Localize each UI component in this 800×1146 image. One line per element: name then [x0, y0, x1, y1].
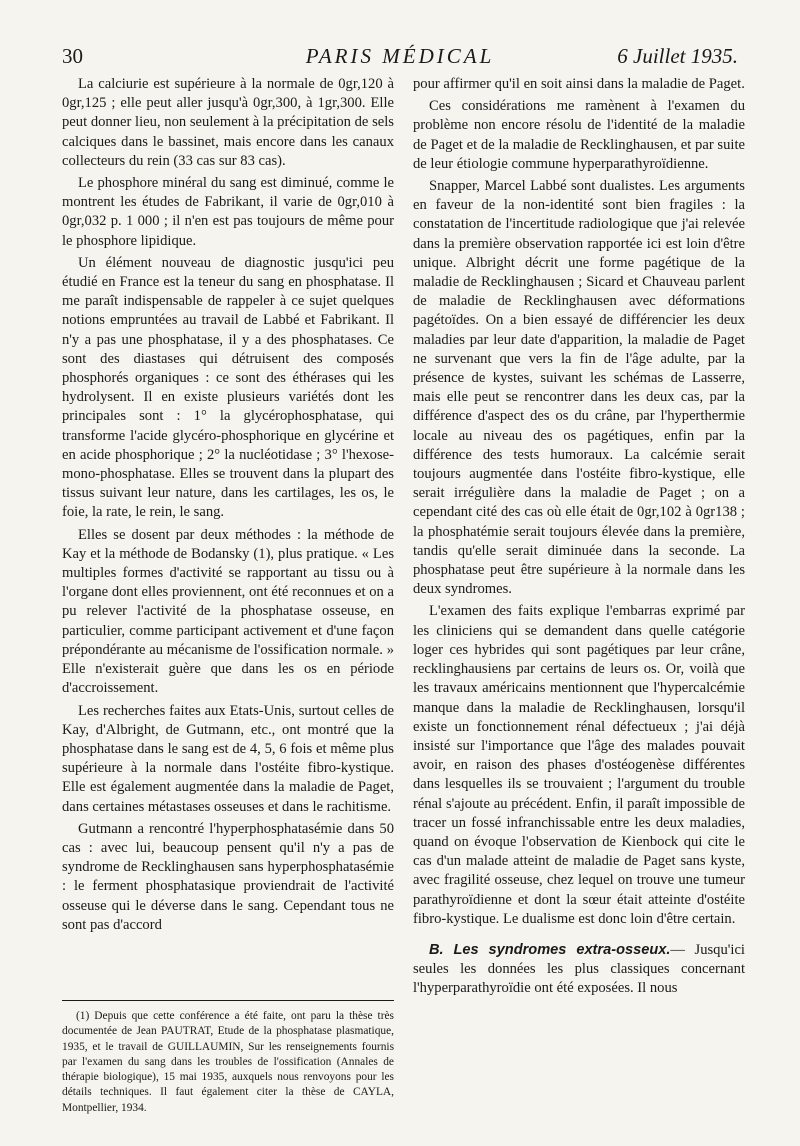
paragraph-considerations: Ces considérations me ramènent à l'examen du problème non encore résolu de l'identité de la maladie de Paget et de la maladie de Recklinghausen, et par suite de leur étiologie commune hyperparathyroïdienne. [413, 98, 745, 172]
section-b-text: — Jusqu'ici seules les données les plus classiques concernant l'hyperparathyroïdie ont été exposées. Il nous [413, 941, 745, 997]
issue-date: 6 Juillet 1935. [617, 44, 738, 68]
section-b-paragraph [413, 941, 745, 999]
paragraph-dualistes: Snapper, Marcel Labbé sont dualistes. Les arguments en faveur de la non-identité sont bien fragiles : la constatation de l'incertitude radiologique que j'ai relevée dans la première observation rapportée ici est loin d'être unique. Albright décrit une forme pagétique de la maladie de Recklinghausen ; Sicard et Chauveau parlent de maladie de Recklinghausen avec déformations pagétoïdes. On a bien essayé de différencier les deux maladies par leur date d'apparition, la maladie de Paget ne survenant que vers la fin de l'âge adulte, par la présence de kystes, suivant les schémas de Lasserre, mais elle peut se rencontrer dans les deux cas, par la différence d'aspect des os du crâne, par l'hyperthermie locale au niveau des os pagétiques, enfin par la différence des tests humoraux. La calcémie serait toujours augmentée dans l'ostéite fibro-kystique, elle serait irrégulière dans la maladie de Paget ; on a cependant cité des cas où elle était de 0gr,102 à 0gr138 ; la phosphatémie serait toujours élevée dans la première, tandis qu'elle serait diminuée dans la seconde. La phosphatase peut être supérieure à la normale dans les deux syndromes. [413, 178, 745, 598]
paragraph-calciurie: La calciurie est supérieure à la normale de 0gr,120 à 0gr,125 ; elle peut aller jusqu'à 0gr,300, à 1gr,300. Elle peut donner lieu, non seulement à la précipitation de sels calciques dans le bassinet, mais encore dans les canaux collecteurs du rein (33 cas sur 83 cas). [62, 76, 394, 169]
footnote-block [62, 1000, 394, 1116]
paragraph-phosphatase: Un élément nouveau de diagnostic jusqu'ici peu étudié en France est la teneur du sang en phosphatase. Il me paraît indispensable de rappeler à ce sujet quelques notions empruntées au travail de Labbé et Fabrikant. Il n'y a pas une phosphatase, il y a des phosphatases. Ce sont des diastases qui détruisent des composés phosphorés organiques : ce sont des éthérases qui les hydrolysent. Il en existe plusieurs variétés dont les principales sont : 1° la glycérophosphatase, qui transforme l'acide glycéro-phosphorique en glycérine et en acide phosphorique ; 2° la nucléotidase ; 3° l'hexose-mono-phosphatase. Elles se trouvent dans la plupart des tissus suivant leur nature, dans les cartilages, les os, le foie, la rate, le rein, le sang. [62, 254, 394, 521]
paragraph-examen: L'examen des faits explique l'embarras exprimé par les cliniciens qui se demandent dans quelle catégorie loger ces hybrides qui sont pagétiques par leur crâne, recklinghausiens par certains de leurs os. Or, voilà que les travaux américains mentionnent que l'hypercalcémie manque dans la maladie de Recklinghausen, lorsqu'il existe un fonctionnement rénal défectueux ; j'ai déjà insisté sur l'importance que l'âge des malades pouvait avoir, en raison des phases d'ostéogenèse différentes dans lesquelles ils se trouvaient ; l'argument du trouble rénal s'ajoute au précédent. Enfin, il paraît impossible de tracer un fossé infranchissable entre les deux maladies, quand on évoque l'observation de Kienbock qui cite le cas d'un malade atteint de maladie de Paget sans kyste, avec fragilité osseuse, chez lequel on trouve une tumeur parathyroïdienne et dont la sœur était atteinte d'ostéite fibro-kystique. Le dualisme est donc loin d'être certain. [413, 603, 745, 927]
paragraph-methodes: Elles se dosent par deux méthodes : la méthode de Kay et la méthode de Bodansky (1), plus pratique. « Les multiples formes d'activité se rapportant au tissu ou à l'organe dont elles proviennent, ont été reconnues et on a pu relever l'activité de la phosphatase osseuse, en particulier, comme participant activement et d'une façon prépondérante au mécanisme de l'ossification normale. » Elle n'existerait guère que dans les os en période d'accroissement. [62, 526, 394, 697]
right-column [413, 75, 745, 1002]
section-b-title: B. Les syndromes extra-osseux. [429, 941, 671, 958]
paragraph-recherches: Les recherches faites aux Etats-Unis, surtout celles de Kay, d'Albright, de Gutmann, etc., ont montré que la phosphatase dans le sang est de 4, 5, 6 fois et même plus supérieure à la normale dans l'ostéite fibro-kystique. Elle est également augmentée dans la maladie de Paget, dans certaines métastases osseuses et dans le rachitisme. [62, 702, 394, 815]
journal-title: PARIS MÉDICAL [305, 44, 495, 68]
paragraph-gutmann: Gutmann a rencontré l'hyperphosphatasémie dans 50 cas : avec lui, beaucoup pensent qu'il n'y a pas de syndrome de Recklinghausen sans hyperphosphatasémie : le ferment phosphatasique proviendrait de l'activité osseuse qui le déverse dans le sang. Cependant tous ne sont pas d'accord [62, 820, 394, 933]
paragraph-phosphore: Le phosphore minéral du sang est diminué, comme le montrent les études de Fabrikant, il varie de 0gr,010 à 0gr,032 p. 1 000 ; il n'en est pas toujours de même pour le phosphore lipidique. [62, 175, 394, 249]
paragraph-continuation: pour affirmer qu'il en soit ainsi dans la maladie de Paget. [413, 76, 745, 92]
page-header [62, 44, 738, 78]
page-number: 30 [62, 44, 83, 68]
left-column [62, 75, 394, 938]
footnote-1: (1) Depuis que cette conférence a été faite, ont paru la thèse très documentée de Jean PAUTRAT, Etude de la phosphatase plasmatique, 1935, et le travail de GUILLAUMIN, Sur les renseignements fournis par l'examen du sang dans les troubles de l'ossification (Annales de thérapie biologique), 15 mai 1935, auxquels nous renvoyons pour les détails techniques. Il faut également citer la thèse de CAYLA, Montpellier, 1934. [62, 1010, 394, 1114]
